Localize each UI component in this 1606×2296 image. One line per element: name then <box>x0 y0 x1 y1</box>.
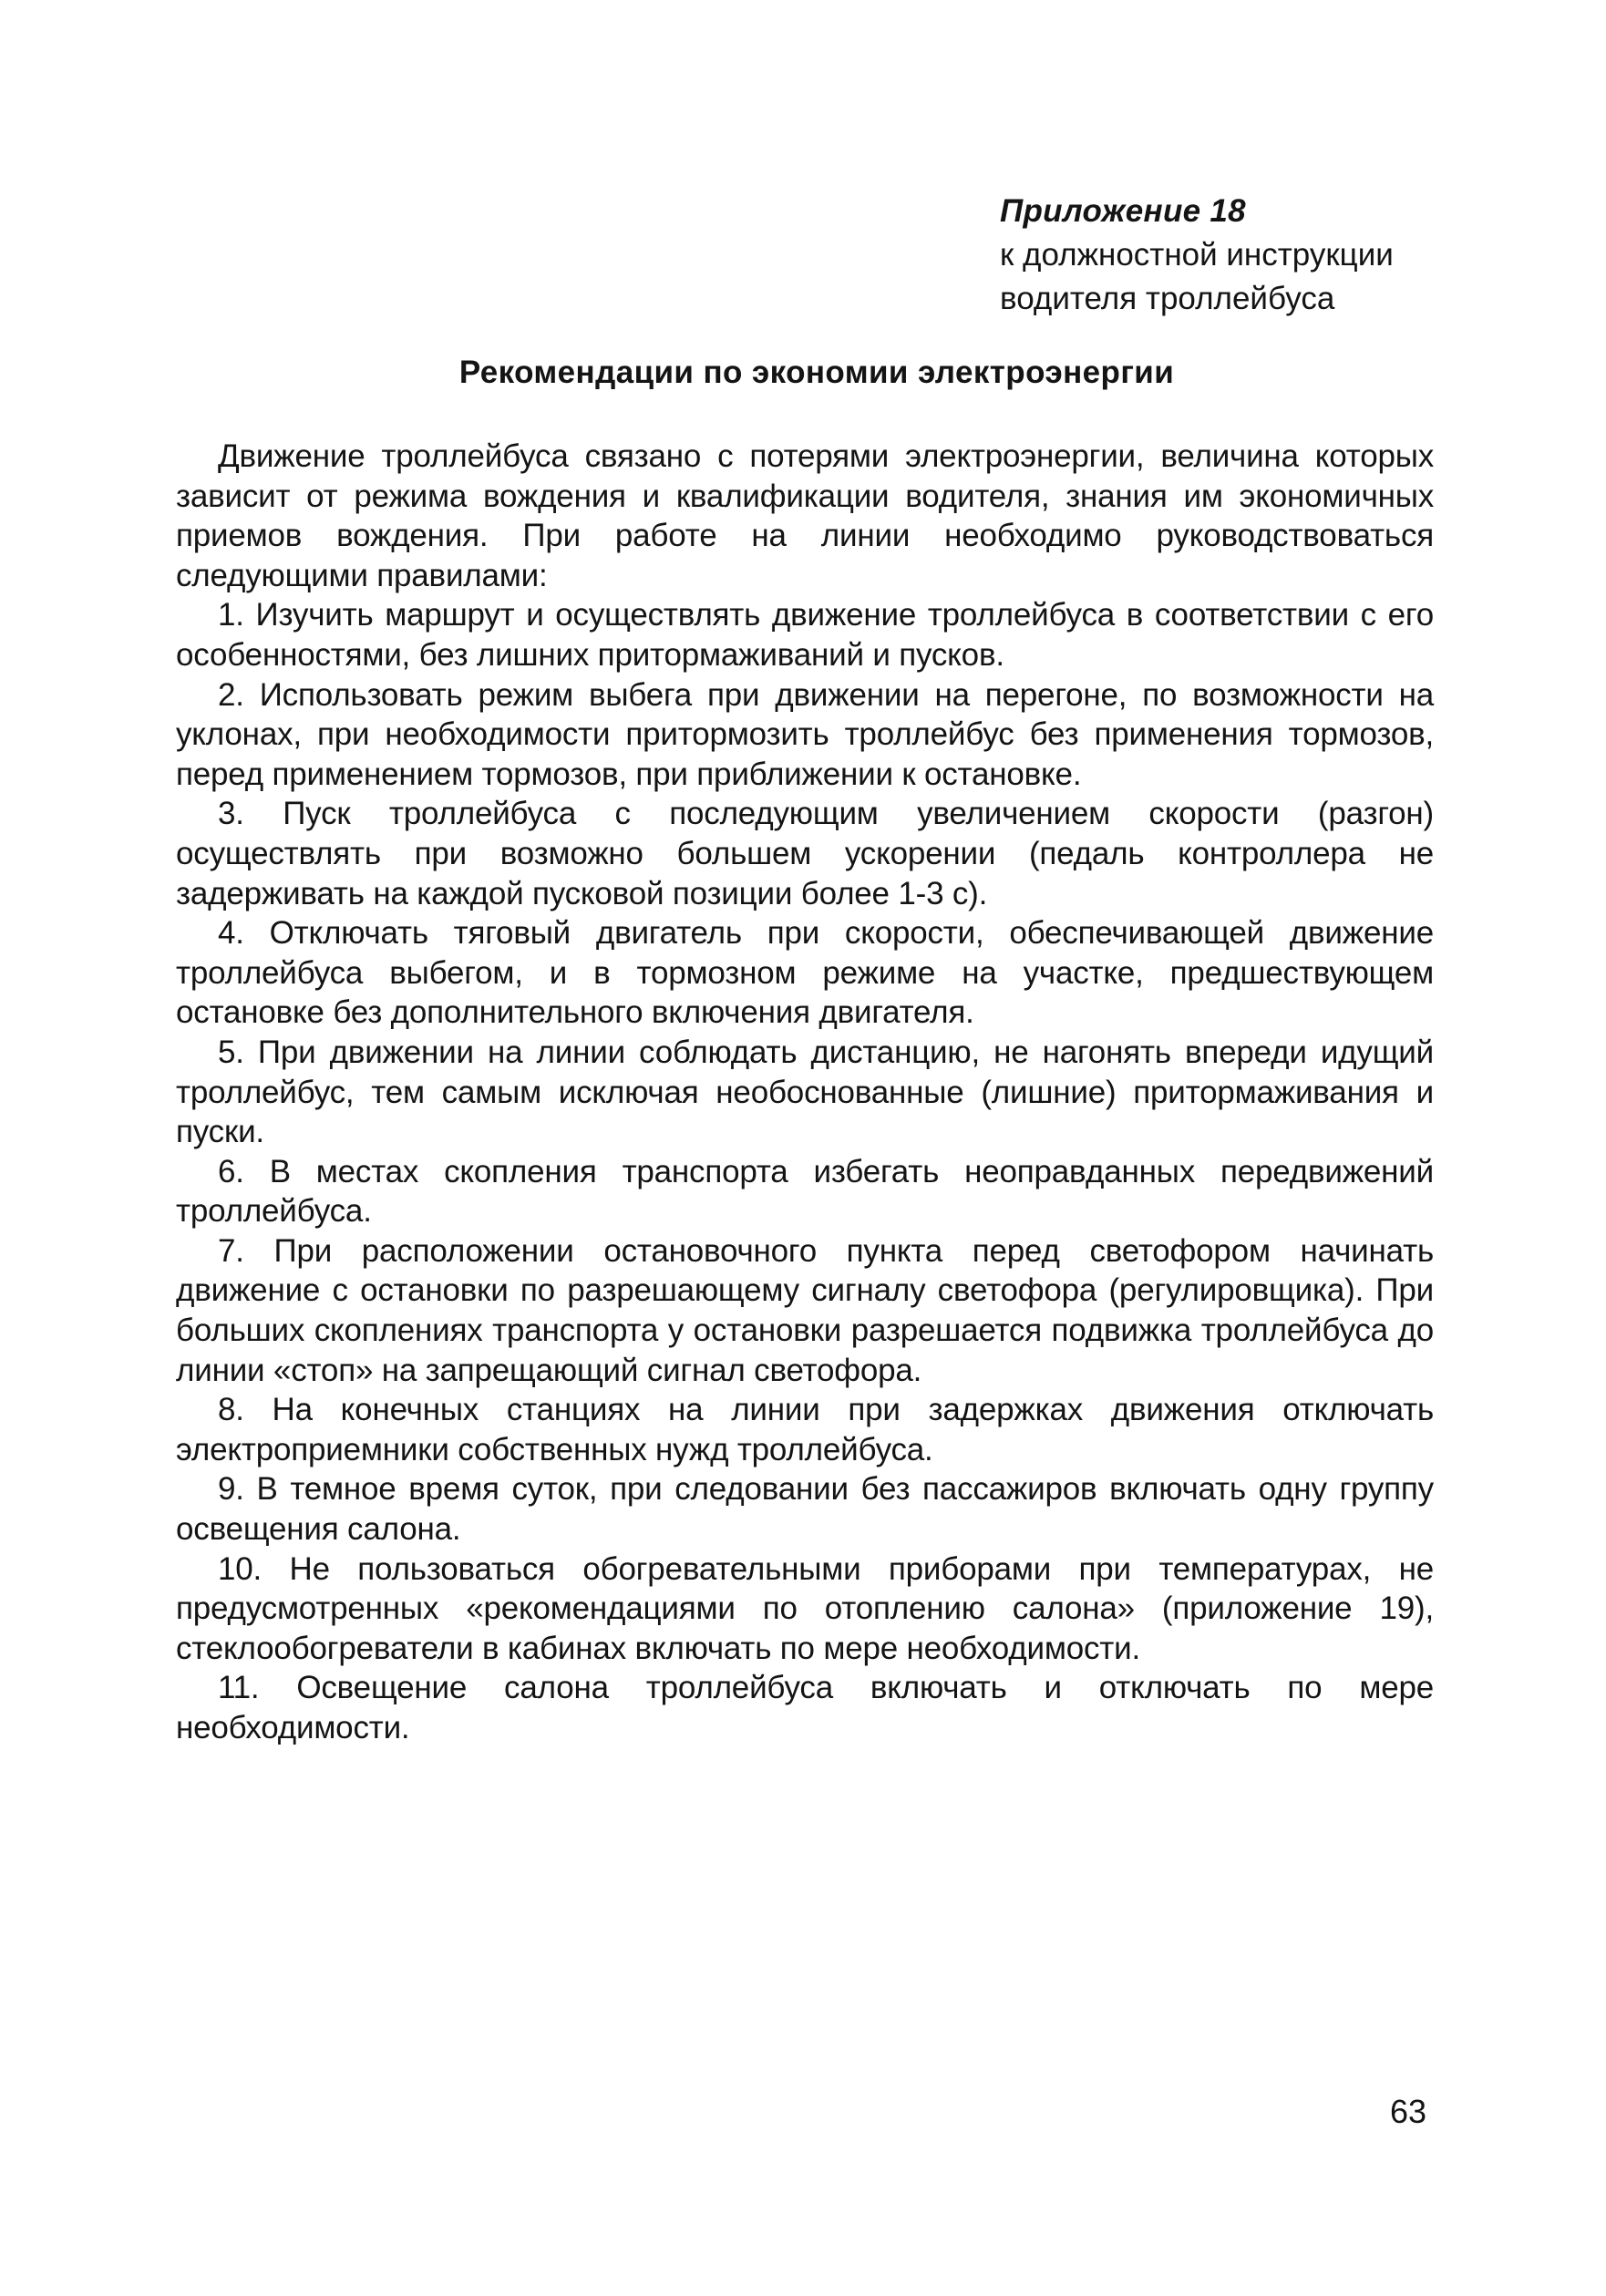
rule-1: 1. Изучить маршрут и осуществлять движение троллейбуса в соответствии с его особенностями, без лишних притормаживаний и пусков. <box>176 597 1434 673</box>
page-number: 63 <box>1390 2093 1427 2130</box>
rule-2: 2. Использовать режим выбега при движении на перегоне, по возможности на уклонах, при необходимости притормозить троллейбус без применения тормозов, перед применением тормозов, при приближении к остановке. <box>176 676 1434 792</box>
appendix-line-1: к должностной инструкции <box>1000 237 1394 273</box>
rule-7: 7. При расположении остановочного пункта перед светофором начинать движение с остановки по разрешающему сигналу светофора (регулировщика). При больших скоплениях транспорта у остановки разрешается подвижка троллейбуса до линии «стоп» на запрещающий сигнал светофора. <box>176 1232 1434 1388</box>
document-title: Рекомендации по экономии электроэнергии <box>458 355 1175 390</box>
intro-paragraph: Движение троллейбуса связано с потерями электроэнергии, величина которых зависит от режима вождения и квалификации водителя, знания им экономичных приемов вождения. При работе на линии необходимо руководствоваться следующими правилами: <box>176 438 1434 593</box>
appendix-label: Приложение 18 <box>1000 193 1246 229</box>
appendix-line-2: водителя троллейбуса <box>1000 281 1335 316</box>
rule-11: 11. Освещение салона троллейбуса включать и отключать по мере необходимости. <box>176 1670 1434 1745</box>
rule-10: 10. Не пользоваться обогревательными приборами при температурах, не предусмотренных «рекомендациями по отоплению салона» (приложение 19), стеклообогреватели в кабинах включать по мере необходимости. <box>176 1550 1434 1666</box>
rule-8: 8. На конечных станциях на линии при задержках движения отключать электроприемники собственных нужд троллейбуса. <box>176 1392 1434 1467</box>
rule-5: 5. При движении на линии соблюдать дистанцию, не нагонять впереди идущий троллейбус, тем самым исключая необоснованные (лишние) притормаживания и пуски. <box>176 1034 1434 1150</box>
document-body <box>176 437 1434 1748</box>
appendix-header <box>1000 190 1547 321</box>
rule-4: 4. Отключать тяговый двигатель при скорости, обеспечивающей движение троллейбуса выбегом, и в тормозном режиме на участке, предшествующем остановке без дополнительного включения двигателя. <box>176 915 1434 1031</box>
rule-6: 6. В местах скопления транспорта избегать неоправданных передвижений троллейбуса. <box>176 1153 1434 1230</box>
rule-9: 9. В темное время суток, при следовании без пассажиров включать одну группу освещения салона. <box>176 1471 1434 1548</box>
rule-3: 3. Пуск троллейбуса с последующим увеличением скорости (разгон) осуществлять при возможно большем ускорении (педаль контроллера не задерживать на каждой пусковой позиции более 1-3 с). <box>176 796 1434 911</box>
